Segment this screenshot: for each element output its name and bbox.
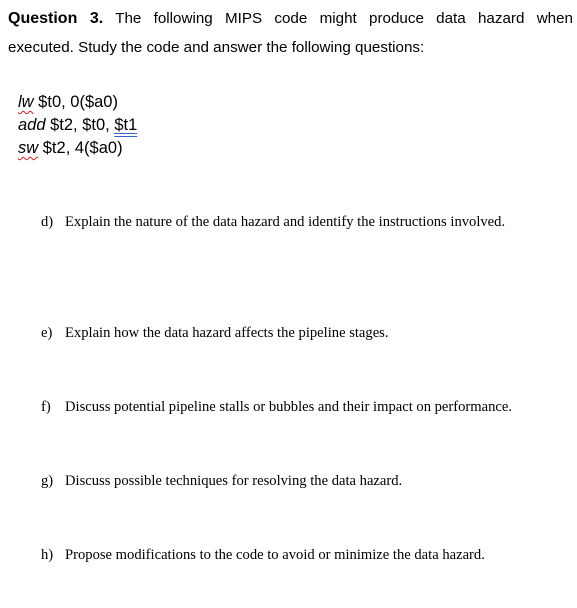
item-label: d) <box>41 214 54 230</box>
question-heading <box>8 2 573 36</box>
question-item-g <box>41 471 402 491</box>
opcode-add: add <box>18 116 46 134</box>
question-item-e <box>41 323 389 343</box>
operands-lw: $t0, 0($a0) <box>33 93 118 111</box>
item-text: Explain how the data hazard affects the pipeline stages. <box>65 325 389 341</box>
item-text: Propose modifications to the code to avoid or minimize the data hazard. <box>65 547 485 563</box>
question-text-line-2: executed. Study the code and answer the following questions: <box>8 39 425 56</box>
mips-code-block <box>18 91 137 160</box>
code-line-lw <box>18 91 137 114</box>
opcode-lw: lw <box>18 93 34 111</box>
item-label: e) <box>41 325 53 341</box>
item-text: Discuss possible techniques for resolving the data hazard. <box>65 473 403 489</box>
item-label: h) <box>41 547 54 563</box>
operands-add: $t2, $t0, <box>45 116 115 134</box>
question-item-d <box>41 212 505 232</box>
opcode-sw: sw <box>18 139 39 157</box>
item-label: g) <box>41 473 54 489</box>
question-text-line-1: The following MIPS code might produce data hazard when <box>115 10 574 27</box>
item-text: Discuss potential pipeline stalls or bubbles and their impact on performance. <box>65 399 513 415</box>
item-text: Explain the nature of the data hazard and identify the instructions involved. <box>65 214 506 230</box>
operand-t1: $t1 <box>114 116 138 134</box>
code-line-sw <box>18 137 137 160</box>
question-number: Question 3. <box>8 10 104 27</box>
item-label: f) <box>41 399 51 415</box>
operands-sw: $t2, 4($a0) <box>38 139 123 157</box>
question-item-f <box>41 397 512 417</box>
code-line-add <box>18 114 137 137</box>
question-item-h <box>41 545 485 565</box>
